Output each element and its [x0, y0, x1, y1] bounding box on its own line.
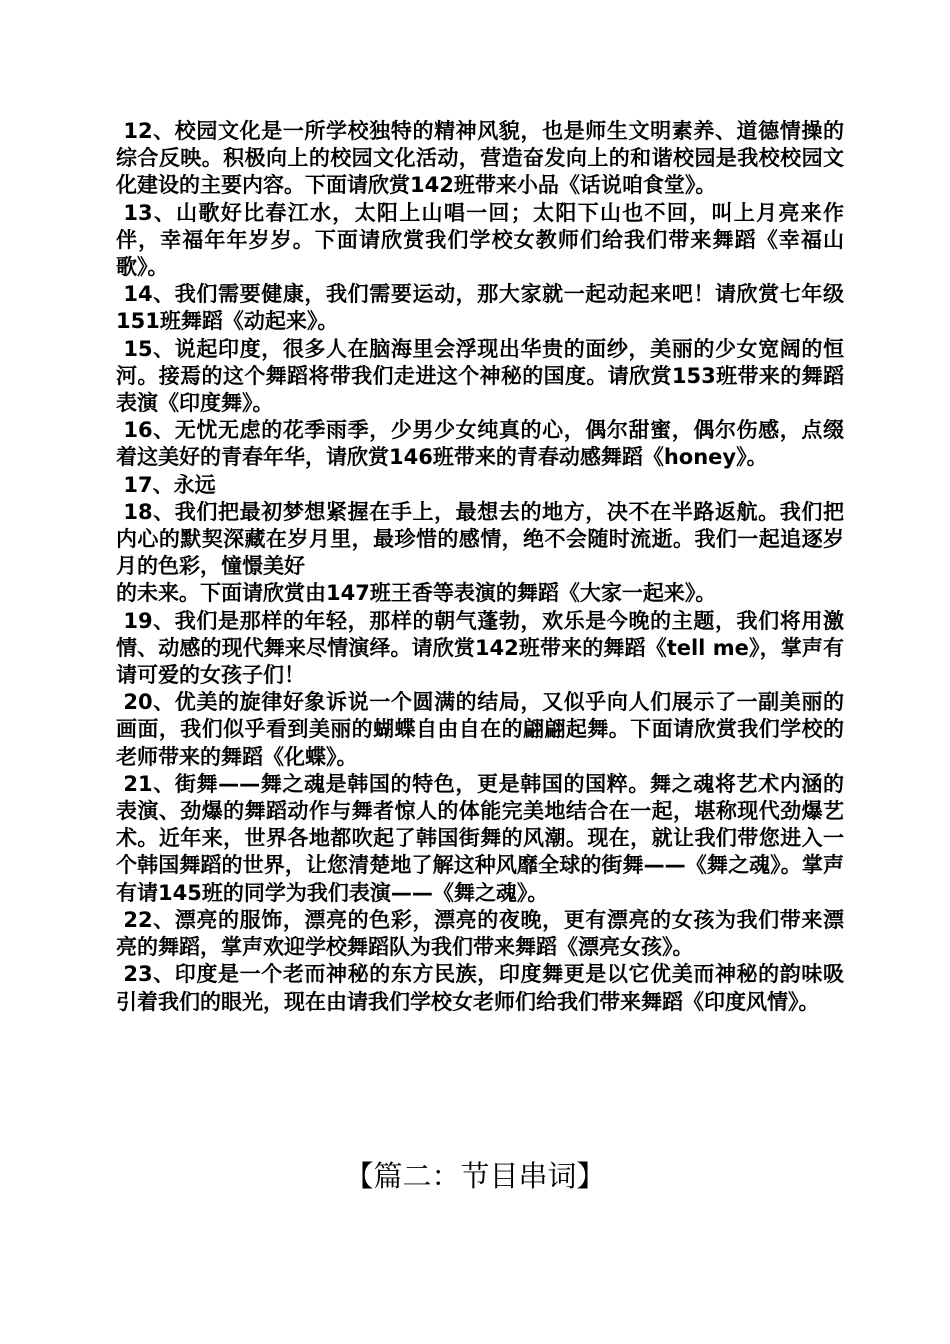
paragraph-19: 19、我们是那样的年轻，那样的朝气蓬勃，欢乐是今晚的主题，我们将用激情、动感的现代舞来尽情演绎。请欣赏142班带来的舞蹈《tell me》，掌声有请可爱的女孩子们！ — [116, 608, 844, 688]
paragraph-12: 12、校园文化是一所学校独特的精神风貌，也是师生文明素养、道德情操的综合反映。积极向上的校园文化活动，营造奋发向上的和谐校园是我校校园文化建设的主要内容。下面请欣赏142班带来小品《话说咱食堂》。 — [116, 119, 844, 198]
paragraph-14: 14、我们需要健康，我们需要运动，那大家就一起动起来吧！请欣赏七年级151班舞蹈《动起来》。 — [116, 282, 844, 334]
paragraph-21: 21、街舞——舞之魂是韩国的特色，更是韩国的国粹。舞之魂将艺术内涵的表演、劲爆的舞蹈动作与舞者惊人的体能完美地结合在一起，堪称现代劲爆艺术。近年来，世界各地都吹起了韩国街舞的风潮。现在，就让我们带您进入一个韩国舞蹈的世界，让您清楚地了解这种风靡全球的街舞——《舞之魂》。掌声有请145班的同学为我们表演——《舞之魂》。 — [116, 771, 844, 905]
paragraph-23: 23、印度是一个老而神秘的东方民族，印度舞更是以它优美而神秘的韵味吸引着我们的眼光，现在由请我们学校女老师们给我们带来舞蹈《印度风情》。 — [116, 962, 844, 1014]
paragraph-16: 16、无忧无虑的花季雨季，少男少女纯真的心，偶尔甜蜜，偶尔伤感，点缀着这美好的青春年华，请欣赏146班带来的青春动感舞蹈《honey》。 — [116, 418, 844, 470]
paragraph-22: 22、漂亮的服饰，漂亮的色彩，漂亮的夜晚，更有漂亮的女孩为我们带来漂亮的舞蹈，掌声欢迎学校舞蹈队为我们带来舞蹈《漂亮女孩》。 — [116, 907, 844, 960]
document-body — [116, 118, 844, 1016]
paragraph-15: 15、说起印度，很多人在脑海里会浮现出华贵的面纱，美丽的少女宽阔的恒河。接焉的这个舞蹈将带我们走进这个神秘的国度。请欣赏153班带来的舞蹈表演《印度舞》。 — [116, 336, 844, 416]
paragraph-17: 17、永远 — [123, 472, 216, 497]
paragraph-13: 13、山歌好比春江水，太阳上山唱一回；太阳下山也不回，叫上月亮来作伴，幸福年年岁岁。下面请欣赏我们学校女教师们给我们带来舞蹈《幸福山歌》。 — [116, 200, 844, 280]
section-heading: 【篇二：节目串词】 — [344, 1159, 606, 1193]
paragraph-18: 18、我们把最初梦想紧握在手上，最想去的地方，决不在半路返航。我们把内心的默契深藏在岁月里，最珍惜的感情，绝不会随时流逝。我们一起追逐岁月的色彩，憧憬美好 — [116, 499, 844, 579]
paragraph-18-continued: 的未来。下面请欣赏由147班王香等表演的舞蹈《大家一起来》。 — [116, 581, 717, 606]
paragraph-20: 20、优美的旋律好象诉说一个圆满的结局，又似乎向人们展示了一副美丽的画面，我们似乎看到美丽的蝴蝶自由自在的翩翩起舞。下面请欣赏我们学校的老师带来的舞蹈《化蝶》。 — [116, 690, 844, 769]
